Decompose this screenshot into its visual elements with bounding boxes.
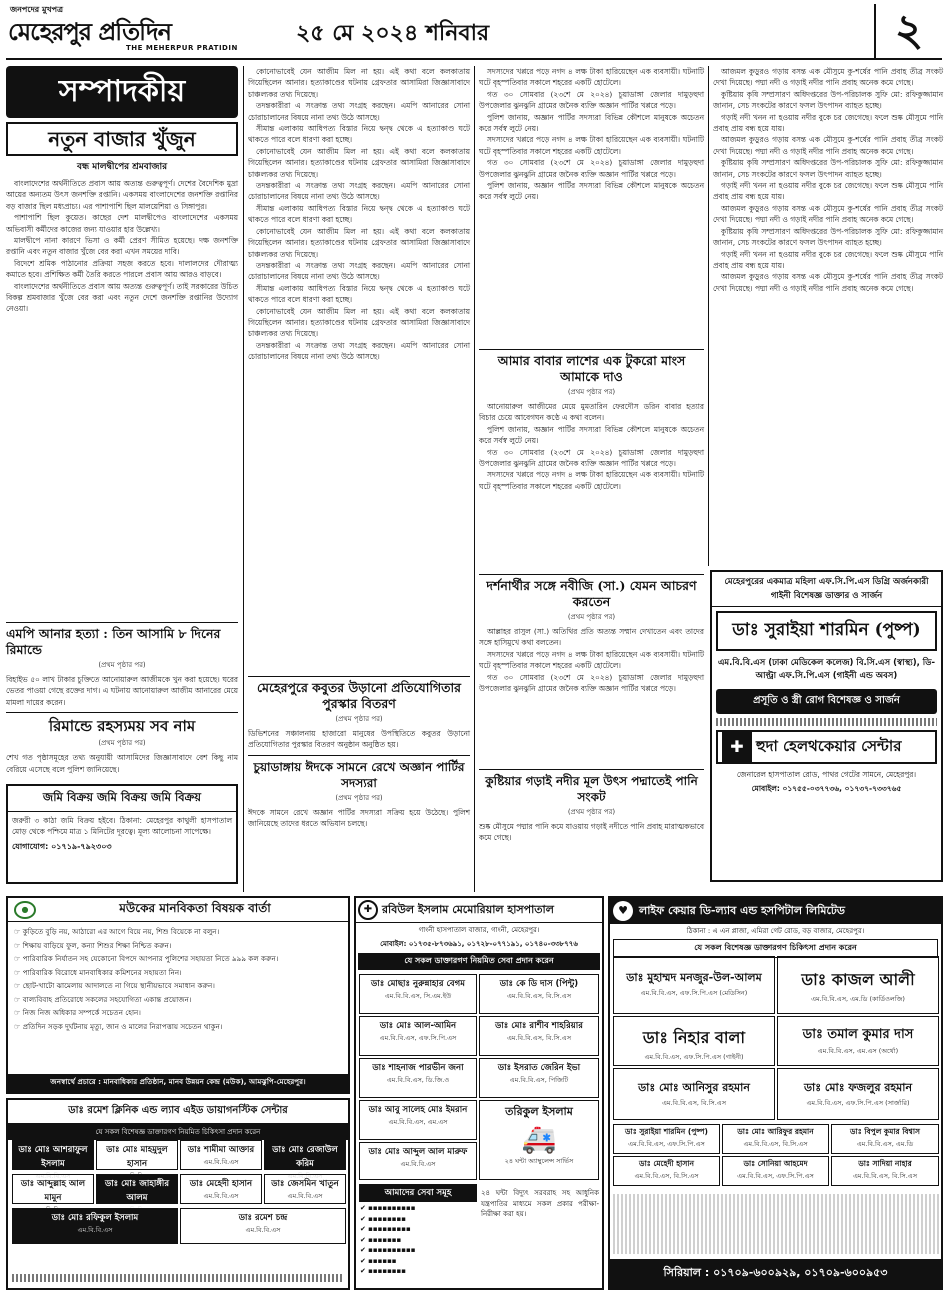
ambulance-contact-name: তরিকুল ইসলাম <box>505 1105 573 1118</box>
news-body <box>248 66 470 363</box>
land-sale-contact: যোগাযোগ: ০১৭১৯-৭৯২৩০৩ <box>12 841 112 851</box>
doctor-specialty: প্রসূতি ও স্ত্রী রোগ বিশেষজ্ঞ ও সার্জন <box>716 689 937 714</box>
list-item-text: নিজ নিজ অধিকার সম্পর্কে সচেতন হোন। <box>22 1008 141 1017</box>
ad-header <box>356 898 602 923</box>
doctor-name: ডাঃ সাদিয়া নাহার <box>858 1159 912 1168</box>
newspaper-logo-english: THE MEHERPUR PRATIDIN <box>126 44 238 52</box>
doctor-name: ডাঃ শাহনাজ পারভীন জনা <box>372 1063 464 1073</box>
list-item-text: পারিবারিক বিরোধে মানবাধিকার কমিশনের সহায়তা নিন। <box>22 967 182 977</box>
paragraph: কোনোভাবেই যেন আজীম মিল না হয়। এই কথা বলে কলকাতায় গিয়েছিলেন আনার। হত্যাকাণ্ডের ঘটনায় গ্রেফতার আসামিরা জিজ্ঞাসাবাদে চাঞ্চল্যকর তথ্য দিয়েছে। <box>248 146 470 179</box>
service-item: ✔ ▪▪▪▪▪▪▪▪ <box>360 1214 407 1223</box>
list-item-text: শিক্ষায় বাড়িয়ে ফুল, কন্যা শিশুর শিক্ষা নিশ্চিত করুন। <box>22 940 172 950</box>
doctor-card <box>12 1140 94 1180</box>
paragraph: কুষ্টিয়ায় কৃষি সম্প্রসারণ অধিদপ্তরের উপ-পরিচালক সুফি মো: রফিকুজ্জামান জানান, সেচ সংকটের কারণে ফসল উৎপাদন ব্যাহত হচ্ছে। <box>713 158 943 179</box>
doctor-degree: এম.বি.বি.এস, বি.সি.এস <box>661 1099 727 1107</box>
ad-pattern-divider <box>12 1274 344 1282</box>
human-rights-ad <box>6 896 350 1094</box>
hospital-phone: মোবাইল: ০১৭৩৫-৮৭৩৬৯১, ০১৭২৮-০৭৭১৯১, ০১৭৪০-৩৩৮৭৭৬ <box>380 940 578 948</box>
doctor-degree: এম.বি.বি.এস <box>203 1158 239 1166</box>
paragraph: গড়াই নদী খনন না হওয়ায় নদীর বুকে চর জেগেছে। ফলে শুষ্ক মৌসুমে পানি প্রবাহ প্রায় বন্ধ হয়ে যায়। <box>713 181 943 202</box>
paragraph: সদস্যদের খপ্পরে পড়ে নগদ ৪ লক্ষ টাকা হারিয়েছেন এক ব্যবসায়ী। ঘটনাটি ঘটে বৃহস্পতিবার সকালে শহরের একটি হোটেলে। <box>479 649 704 671</box>
paragraph: কোনোভাবেই যেন আজীম মিল না হয়। এই কথা বলে কলকাতায় গিয়েছিলেন আনার। হত্যাকাণ্ডের ঘটনায় গ্রেফতার আসামিরা জিজ্ঞাসাবাদে চাঞ্চল্যকর তথ্য দিয়েছে। <box>248 226 470 259</box>
doctor-degree: এম.বি.বি.এস, বি.সি.এস <box>852 1172 918 1180</box>
doctor-degree: এম.বি.বি.এস, বি.সি.এস <box>506 992 572 1000</box>
doctor-degree: এম.বি.বি.এস <box>203 1192 239 1200</box>
doctor-degree: এম.বি.বি.এস, এফ.সি.পি.এস <box>628 1140 705 1148</box>
paragraph: সদস্যদের খপ্পরে পড়ে নগদ ৪ লক্ষ টাকা হারিয়েছেন এক ব্যবসায়ী। ঘটনাটি ঘটে বৃহস্পতিবার সকালে শহরের একটি হোটেলে। <box>479 135 704 156</box>
news-headline: আমার বাবার লাশের এক টুকরো মাংস আমাকে দাও <box>497 353 686 384</box>
news-body <box>479 66 704 346</box>
news-headline: এমপি আনার হত্যা : তিন আসামি ৮ দিনের রিমান্ডে <box>6 626 221 657</box>
ad-header <box>8 898 348 922</box>
news-continued-note: (প্রথম পৃষ্ঠার পর) <box>567 808 616 816</box>
ambulance-icon: 🚑 <box>521 1122 557 1155</box>
paragraph: আজমল কুড়ুরও গড়ায় বসন্ত এক মৌসুমে কু-শর্ষের পানি প্রবাহ তীব্র সংকট দেখা দিয়েছে। পদ্মা নদী ও গড়াই নদীর পানি প্রবাহ অনেক কমে গেছে। <box>713 272 943 293</box>
column-2-news <box>248 676 470 892</box>
list-item: ☞ নিজ নিজ অধিকার সম্পর্কে সচেতন হোন। <box>14 1008 141 1017</box>
doctor-card <box>479 1016 599 1056</box>
doctor-card <box>722 1124 829 1154</box>
news-body: ডিভিশনের সঞ্চালনায় হাজারো মানুষের উপস্থিতিতে কবুতর উড়ানো প্রতিযোগিতার পুরস্কার বিতরণ অনুষ্ঠান অনুষ্ঠিত হয়। <box>248 729 470 750</box>
doctor-degree: এম.বি.বি.এস, এম.ডি (কার্ডিওলজি) <box>811 995 905 1003</box>
doctor-card <box>613 1124 720 1154</box>
paragraph: তদন্তকারীরা এ সংক্রান্ত তথ্য সংগ্রহ করছেন। এমপি আনারের সোনা চোরাচালানের বিষয়ে নানা তথ্য উঠে আসছে। <box>248 101 470 122</box>
news-headline: চুয়াডাঙ্গায় ঈদকে সামনে রেখে অজ্ঞান পার্টির সদস্যরা <box>253 759 465 790</box>
doctor-degree: এম.বি.বি.এস, সি.এম.ইউ <box>384 992 452 1000</box>
doctor-name: ডাঃ মোঃ আশরাফুল ইসলাম <box>18 1145 88 1169</box>
news-continued-note: (প্রথম পৃষ্ঠার পর) <box>567 613 616 621</box>
ad-title: মেহেরপুরের একমাত্র মহিলা এফ.সি.পি.এস ডিগ্রি অর্জনকারী গাইনী বিশেষজ্ঞ ডাক্তার ও সার্জন <box>712 572 941 607</box>
ad-title: ডাঃ রমেশ ক্লিনিক এন্ড ল্যাব এইড ডায়াগনস্টিক সেন্টার <box>8 1100 348 1124</box>
paragraph: গত ৩০ সোমবার (২৩শে মে ২০২৪) চুয়াডাঙ্গা জেলার দামুড়হুদা উপজেলার ঝুনঝুনি গ্রামের জনৈক ব্যক্তি অজ্ঞান পার্টির খপ্পরে পড়ে। <box>479 158 704 179</box>
doctor-degree: এম.বি.বি.এস <box>287 1172 323 1180</box>
hospital-logo-icon: ♥ <box>613 901 633 921</box>
service-item: ✔ ▪▪▪▪▪▪▪▪▪▪ <box>360 1246 416 1254</box>
doctor-card <box>96 1140 178 1170</box>
hospital-address: গাংনী হাসপাতাল বাজার, গাংনী, মেহেরপুর। <box>418 926 540 934</box>
paragraph: তদন্তকারীরা এ সংক্রান্ত তথ্য সংগ্রহ করছেন। এমপি আনারের সোনা চোরাচালানের বিষয়ে নানা তথ্য উঠে আসছে। <box>248 181 470 202</box>
masthead <box>6 4 942 60</box>
ad-title: লাইফ কেয়ার ডি-ল্যাব এন্ড হসপিটাল লিমিটেড <box>639 903 845 917</box>
doctor-degree: এম.বি.বি.এস <box>77 1226 113 1234</box>
doctor-card <box>722 1156 829 1186</box>
doctor-card <box>96 1174 178 1204</box>
doctor-name: ডাঃ রমেশ চন্দ্র <box>238 1213 288 1223</box>
doctor-degree: এম.বি.বি.এস, এফ.সি.পি.এস (গাইনী) <box>644 1053 744 1061</box>
land-sale-title: জমি বিক্রয় জমি বিক্রয় জমি বিক্রয় <box>8 786 236 812</box>
list-item: ☞ বাল্যবিবাহ প্রতিরোধে সকলের সহযোগিতা একান্ত প্রয়োজন। <box>14 994 192 1004</box>
doctor-card <box>359 1016 477 1056</box>
news-continued-note: (প্রথম পৃষ্ঠার পর) <box>98 661 146 669</box>
paragraph: বাংলাদেশের অর্থনীতিতে প্রবাস আয় অত্যন্ত গুরুত্বপূর্ণ। দেশের বৈদেশিক মুদ্রা আয়ের অন্যতম উৎস জনশক্তি রপ্তানি। একসময় বাংলাদেশের জনশক্তি রপ্তানির বড় বাজার ছিল মধ্যপ্রাচ্য। এর পাশাপাশি ছিল মালয়েশিয়া ও সিঙ্গাপুর। <box>6 179 238 211</box>
list-item: ☞ ছোট-খাটো ঝামেলায় আদালতে না গিয়ে স্থানীয়ভাবে সমাধান করুন। <box>14 981 215 990</box>
doctor-degree: এম.বি.বি.এস, এম.ডি <box>856 1140 914 1148</box>
ad-pattern-block <box>613 1194 939 1254</box>
doctor-name: ডাঃ আবু সালেহ মোঃ ইমরান <box>368 1105 468 1115</box>
list-item-text: ছোট-খাটো ঝামেলায় আদালতে না গিয়ে স্থানীয়ভাবে সমাধান করুন। <box>22 981 215 990</box>
news-headline: মেহেরপুরে কবুতর উড়ানো প্রতিযোগিতার পুরস্কার বিতরণ <box>256 680 462 711</box>
paragraph: কোনোভাবেই যেন আজীম মিল না হয়। এই কথা বলে কলকাতায় গিয়েছিলেন আনার। হত্যাকাণ্ডের ঘটনায় গ্রেফতার আসামিরা জিজ্ঞাসাবাদে চাঞ্চল্যকর তথ্য দিয়েছে। <box>248 306 470 339</box>
center-logo-box <box>716 730 937 764</box>
doctor-card <box>264 1140 346 1180</box>
paragraph: কুষ্টিয়ায় কৃষি সম্প্রসারণ অধিদপ্তরের উপ-পরিচালক সুফি মো: রফিকুজ্জামান জানান, সেচ সংকটের কারণে ফসল উৎপাদন ব্যাহত হচ্ছে। <box>713 89 943 111</box>
services-heading: আমাদের সেবা সমূহ <box>359 1184 477 1202</box>
column-3 <box>479 66 704 892</box>
doctor-name: ডাঃ ইসরাত জেরিন ইভা <box>497 1063 581 1073</box>
center-name: হুদা হেলথকেয়ার সেন্টার <box>756 736 902 755</box>
doctor-name: ডাঃ মোঃ রেজাউল করিম <box>272 1145 338 1169</box>
list-item-text: বাল্যবিবাহ প্রতিরোধে সকলের সহযোগিতা একান্ত প্রয়োজন। <box>22 994 192 1004</box>
column-rule <box>243 66 244 892</box>
doctor-card <box>180 1208 346 1244</box>
doctor-name: ডাঃ মোঃ মাহমুদুল হাসান <box>106 1145 168 1169</box>
paragraph: সদস্যদের খপ্পরে পড়ে নগদ ৪ লক্ষ টাকা হারিয়েছেন এক ব্যবসায়ী। ঘটনাটি ঘটে বৃহস্পতিবার সকালে শহরের একটি হোটেলে। <box>479 67 704 88</box>
paragraph: বাংলাদেশের অর্থনীতিতে প্রবাস আয় অত্যন্ত গুরুত্বপূর্ণ। তাই সরকারের উচিত বিকল্প শ্রমবাজার খুঁজে বের করা এবং নতুন দেশে জনশক্তি রপ্তানির উদ্যোগ নেওয়া। <box>6 281 238 314</box>
services-list <box>359 1202 477 1286</box>
doctor-degree: এম.বি.বি.এস, পিজিটি <box>509 1076 569 1084</box>
ad-footer: জনস্বার্থে প্রচারে : মানবাধিকার প্রতিষ্ঠান, মানব উন্নয়ন কেন্দ্র (মউক), আমঝুপি-মেহেরপুর। <box>8 1074 348 1092</box>
doctor-name: ডাঃ নিহার বালা <box>642 1028 746 1047</box>
paragraph: বিদেশে শ্রমিক পাঠানোর প্রক্রিয়া সহজ করতে হবে। দালালদের দৌরাত্ম্য কমাতে হবে। প্রশিক্ষিত কর্মী তৈরি করতে পারলে প্রবাস আয় আরও বাড়বে। <box>6 258 238 280</box>
doctor-name: ডাঃ মুহাম্মদ মনজুর-উল-আলম <box>626 971 762 984</box>
doctor-name: ডাঃ মেহেদী হাসান <box>189 1179 253 1189</box>
doctor-name: ডাঃ মোঃ আব্দুল আল মারুফ <box>368 1147 468 1157</box>
paragraph: মালদ্বীপে নানা কারণে ভিসা ও কর্মী প্রেরণ সীমিত হয়েছে। দক্ষ জনশক্তি রপ্তানি এবং নতুন বাজার খুঁজে বের করা এখন সময়ের দাবি। <box>6 236 238 257</box>
doctor-card <box>777 956 939 1014</box>
editorial-subhead: বন্ধ মালদ্বীপের শ্রমবাজার <box>76 162 168 172</box>
hospital-logo-icon: ✚ <box>358 900 378 920</box>
serial-phone: সিরিয়াল : ০১৭০৯-৬০০৯২৯, ০১৭০৯-৬০০৯৫৩ <box>610 1259 941 1288</box>
editorial-article <box>6 122 238 618</box>
news-headline: কুষ্টিয়ার গড়াই নদীর মূল উৎস পদ্মাতেই পানি সংকট <box>485 774 698 804</box>
doctor-card <box>777 1016 939 1066</box>
news-body <box>479 626 704 766</box>
doctor-degree: এম.বি.বি.এস, এফ.সি.পি.এস <box>379 1034 457 1042</box>
doctor-card <box>613 1156 720 1186</box>
page-number: ২ <box>874 4 942 58</box>
paragraph: পুলিশ জানায়, অজ্ঞান পার্টির সদস্যরা বিভিন্ন কৌশলে মানুষকে অচেতন করে সর্বস্ব লুটে নেয়। <box>479 424 704 446</box>
service-item: ✔ ▪▪▪▪▪▪▪ <box>360 1235 402 1244</box>
newspaper-logo: মেহেরপুর প্রতিদিন <box>8 17 171 46</box>
paragraph: সীমান্ত এলাকায় আধিপত্য বিস্তার নিয়ে দ্বন্দ্ব থেকে এ হত্যাকাণ্ড ঘটে থাকতে পারে বলে ধারণা করা হচ্ছে। <box>248 203 470 225</box>
issue-date: ২৫ মে ২০২৪ শনিবার <box>296 20 490 46</box>
center-address: জেনারেল হাসপাতাল রোড, পাথর গেটের সামনে, মেহেরপুর। <box>736 770 917 779</box>
paragraph: পাশাপাশি ছিল কুয়েত। কাছের দেশ মালদ্বীপেও বাংলাদেশের একসময় অভিবাসী কর্মীদের কাজের জন্য যাওয়ার হার উল্লেখ্য। <box>6 213 238 234</box>
paragraph: তদন্তকারীরা এ সংক্রান্ত তথ্য সংগ্রহ করছেন। এমপি আনারের সোনা চোরাচালানের বিষয়ে নানা তথ্য উঠে আসছে। <box>248 340 470 362</box>
masthead-brand <box>6 4 246 58</box>
list-item: ☞ শিক্ষায় বাড়িয়ে ফুল, কন্যা শিশুর শিক্ষা নিশ্চিত করুন। <box>14 940 172 950</box>
doctor-name: ডাঃ মেহেদী হাসান <box>639 1159 694 1168</box>
column-4 <box>713 66 943 566</box>
center-phone: মোবাইল: ০১৭৫৫-০৩৭৭৩৬, ০১৭৩৭-৭৩৩৭৬৫ <box>751 784 902 793</box>
hospital-address: ঠিকানা : এ এন প্লাজা, এমিরা গেট রোড, বড় বাজার, মেহেরপুর। <box>686 927 865 935</box>
paragraph: সীমান্ত এলাকায় আধিপত্য বিস্তার নিয়ে দ্বন্দ্ব থেকে এ হত্যাকাণ্ড ঘটে থাকতে পারে বলে ধারণা করা হচ্ছে। <box>248 283 470 305</box>
paragraph: আজমল কুড়ুরও গড়ায় বসন্ত এক মৌসুমে কু-শর্ষের পানি প্রবাহ তীব্র সংকট দেখা দিয়েছে। পদ্মা নদী ও গড়াই নদীর পানি প্রবাহ অনেক কমে গেছে। <box>713 135 943 156</box>
paragraph: গত ৩০ সোমবার (২৩শে মে ২০২৪) চুয়াডাঙ্গা জেলার দামুড়হুদা উপজেলার ঝুনঝুনি গ্রামের জনৈক ব্যক্তি অজ্ঞান পার্টির খপ্পরে পড়ে। <box>479 89 704 111</box>
list-item-text: প্রতিদিন সড়ক দুর্ঘটনায় মৃত্যু, জান ও মালের নিরাপত্তায় সচেতন থাকুন। <box>22 1021 223 1031</box>
news-headline: রিমান্ডে রহস্যময় সব নাম <box>48 717 196 736</box>
editorial-headline-box <box>6 122 238 156</box>
doctor-degree: এম.বি.বি.এস <box>35 1172 71 1180</box>
doctor-degree: এম.বি.বি.এস, এফ.সি.পি.এস <box>737 1172 814 1180</box>
news-continued-note: (প্রথম পৃষ্ঠার পর) <box>335 715 383 723</box>
ambulance-card <box>479 1100 599 1180</box>
doctor-degree: এম.বি.বি.এস, এম.এস <box>388 1118 448 1126</box>
editorial-body <box>6 178 238 315</box>
doctor-card <box>359 1058 477 1098</box>
column-rule <box>474 66 475 892</box>
service-item: ✔ ▪▪▪▪▪▪▪▪▪ <box>360 1225 411 1233</box>
doctor-card <box>613 956 775 1014</box>
doctor-card <box>777 1068 939 1120</box>
doctor-card <box>180 1174 262 1204</box>
doctor-name: ডাঃ বিপুল কুমার বিশ্বাস <box>850 1127 920 1136</box>
list-item: ☞ পারিবারিক নির্যাতন সহ যেকোনো বিপদে আপনার পুলিশের সহায়তা নিতে ৯৯৯ কল করুন। <box>14 954 279 963</box>
paragraph: গড়াই নদী খনন না হওয়ায় নদীর বুকে চর জেগেছে। ফলে শুষ্ক মৌসুমে পানি প্রবাহ প্রায় বন্ধ হয়ে যায়। <box>713 249 943 270</box>
news-continued-note: (প্রথম পৃষ্ঠার পর) <box>98 739 146 748</box>
doctor-card <box>479 1058 599 1098</box>
doctor-card <box>831 1156 939 1186</box>
news-body: শেখ গত পৃষ্ঠাসমূহের তথ্য অনুযায়ী আসামিদের জিজ্ঞাসাবাদে বেশ কিছু নাম বেরিয়ে এসেছে বলে পুলিশ জানিয়েছে। <box>6 753 238 774</box>
doctor-degrees: এম.বি.বি.এস (ঢাকা মেডিকেল কলেজ) বি.সি.এস (স্বাস্থ্য), ডি-আল্ট্রা এফ.সি.পি.এস (গাইনী এন্ড অবস) <box>717 658 936 681</box>
news-body: বিহাইভ ৫০ লাখ টাকার চুক্তিতে আনোয়ারুল আজীমকে খুন করা হয়েছে। ঘরের ভেতর পাওয়া গেছে রক্তের দাগ। এ ঘটনায় আনোয়ারুল আজীম আনারের মেয়ে মামলা দায়ের করেন। <box>6 675 238 707</box>
doctor-degree: এম.বি.বি.এস <box>245 1226 281 1234</box>
message-list <box>8 922 348 1036</box>
paragraph: কুষ্টিয়ায় কৃষি সম্প্রসারণ অধিদপ্তরের উপ-পরিচালক সুফি মো: রফিকুজ্জামান জানান, সেচ সংকটের কারণে ফসল উৎপাদন ব্যাহত হচ্ছে। <box>713 226 943 248</box>
doctor-card <box>180 1140 262 1170</box>
doctor-name: ডাঃ মোঃ জাহাঙ্গীর আলম <box>104 1179 170 1203</box>
doctor-name: ডাঃ সোনিয়া আহমেদ <box>743 1159 808 1168</box>
doctor-name: ডাঃ মোঃ আনিসুর রহমান <box>638 1081 750 1094</box>
rabiul-hospital-ad <box>354 896 604 1290</box>
doctor-name: ডাঃ মোঃ আরিফুর রহমান <box>737 1127 814 1136</box>
paragraph: গড়াই নদী খনন না হওয়ায় নদীর বুকে চর জেগেছে। ফলে শুষ্ক মৌসুমে পানি প্রবাহ প্রায় বন্ধ হয়ে যায়। <box>713 112 943 134</box>
doctor-name: ডাঃ মোঃ রফিকুল ইসলাম <box>51 1213 139 1223</box>
doctor-degree: এম.বি.বি.এস <box>400 1160 436 1168</box>
land-sale-ad <box>6 784 238 884</box>
doctor-degree: এম.বি.বি.এস, বি.সি.এস <box>506 1034 572 1042</box>
doctor-card <box>831 1124 939 1154</box>
paragraph: পুলিশ জানায়, অজ্ঞান পার্টির সদস্যরা বিভিন্ন কৌশলে মানুষকে অচেতন করে সর্বস্ব লুটে নেয়। <box>479 181 704 202</box>
organization-logo-icon: ● <box>14 901 36 919</box>
paragraph: আল্লাহর রাসুল (সা.) অতিথির প্রতি অত্যন্ত সম্মান দেখাতেন এবং তাদের সঙ্গে হাসিমুখে কথা বলতেন। <box>479 627 704 648</box>
doctor-card <box>613 1068 775 1120</box>
paragraph: পুলিশ জানায়, অজ্ঞান পার্টির সদস্যরা বিভিন্ন কৌশলে মানুষকে অচেতন করে সর্বস্ব লুটে নেয়। <box>479 112 704 134</box>
doctor-degree: এম.বি.বি.এস, এফ.সি.পি.এস (সার্জারি) <box>806 1099 910 1107</box>
editorial-headline: নতুন বাজার খুঁজুন <box>48 127 196 151</box>
doctor-name: ডাঃ সুরাইয়া শারমিন (পুষ্প) <box>625 1127 708 1136</box>
news-body <box>713 66 943 294</box>
ad-header <box>610 898 941 924</box>
paragraph: আনোয়ারুল আজীমের মেয়ে মুমতারিন ফেরদৌস ডরিন বাবার হত্যার বিচার চেয়ে আবেগঘন কণ্ঠে এ কথা বলেন। <box>479 402 704 423</box>
doctor-degree: এম.বি.বি.এস <box>287 1192 323 1200</box>
list-item: ☞ পারিবারিক বিরোধে মানবাধিকার কমিশনের সহায়তা নিন। <box>14 967 182 977</box>
ambulance-service-label: ২৪ ঘন্টা অ্যাম্বুলেন্স সার্ভিস <box>504 1157 574 1165</box>
doctor-card <box>613 1016 775 1066</box>
news-body: ঈদকে সামনে রেখে অজ্ঞান পার্টির সদস্যরা সক্রিয় হয়ে উঠেছে। পুলিশ জানিয়েছে তাদের ধরতে অভিযান চলছে। <box>248 807 470 829</box>
paragraph: কোনোভাবেই যেন আজীম মিল না হয়। এই কথা বলে কলকাতায় গিয়েছিলেন আনার। হত্যাকাণ্ডের ঘটনায় গ্রেফতার আসামিরা জিজ্ঞাসাবাদে চাঞ্চল্যকর তথ্য দিয়েছে। <box>248 67 470 99</box>
ramesh-clinic-ad <box>6 1098 350 1290</box>
news-headline: দর্শনার্থীর সঙ্গে নবীজি (সা.) যেমন আচরণ করতেন <box>486 578 697 609</box>
doctor-degree: এম.বি.বি.এস, বি.সি.এস <box>634 1172 699 1180</box>
ad-title: রবিউল ইসলাম মেমোরিয়াল হাসপাতাল <box>382 902 554 916</box>
news-body <box>479 401 704 571</box>
doctor-card <box>12 1208 178 1244</box>
lifecare-hospital-ad <box>608 896 943 1290</box>
section-heading: যে সকল ডাক্তারগণ নিয়মিত সেবা প্রদান করেন <box>358 953 600 970</box>
service-item: ✔ ▪▪▪▪▪▪▪▪▪▪ <box>360 1204 416 1212</box>
paragraph: সদস্যদের খপ্পরে পড়ে নগদ ৪ লক্ষ টাকা হারিয়েছেন এক ব্যবসায়ী। ঘটনাটি ঘটে বৃহস্পতিবার সকালে শহরের একটি হোটেলে। <box>479 470 704 491</box>
doctor-name: ডাঃ জেসমিন খাতুন <box>271 1179 339 1189</box>
news-continued-note: (প্রথম পৃষ্ঠার পর) <box>567 388 616 396</box>
land-sale-body: জরুরী ৩ কাঠা জমি বিক্রয় হইবে। ঠিকানা: মেহেরপুর কাথুলী হাসপাতাল মোড় থেকে পশ্চিমে মাত্র ১ মিনিটের দূরত্বে। মূল্য আলোচনা সাপেক্ষে। <box>12 816 232 837</box>
editorial-label: সম্পাদকীয় <box>6 66 238 118</box>
doctor-card <box>359 974 477 1014</box>
services-note: ২৪ ঘন্টা বিদ্যুৎ সরবরাহ সহ আধুনিক যন্ত্রপাতির মাধ্যমে সকল প্রকার পরীক্ষা-নিরীক্ষা করা হয়। <box>481 1189 599 1218</box>
doctor-card <box>479 974 599 1014</box>
doctor-name: ডাঃ কে ডি দাস (পিন্টু) <box>499 979 579 989</box>
doctor-name: ডাঃ মোছাঃ নুরুন্নাহার বেগম <box>371 979 465 989</box>
doctor-name: ডাঃ শামীমা আক্তার <box>187 1145 255 1155</box>
ad-pattern-divider <box>716 718 937 726</box>
paragraph: গত ৩০ সোমবার (২৩শে মে ২০২৪) চুয়াডাঙ্গা জেলার দামুড়হুদা উপজেলার ঝুনঝুনি গ্রামের জনৈক ব্যক্তি অজ্ঞান পার্টির খপ্পরে পড়ে। <box>479 672 704 694</box>
doctor-ad-sharmin <box>710 570 943 882</box>
news-body: শুষ্ক মৌসুমে পদ্মার পানি কমে যাওয়ায় গড়াই নদীতে পানি প্রবাহ মারাত্মকভাবে কমে গেছে। <box>479 822 704 843</box>
doctor-degree: এম.বি.বি.এস, এফ.সি.পি.এস (মেডিসিন) <box>640 989 748 997</box>
paragraph: তদন্তকারীরা এ সংক্রান্ত তথ্য সংগ্রহ করছেন। এমপি আনারের সোনা চোরাচালানের বিষয়ে নানা তথ্য উঠে আসছে। <box>248 260 470 282</box>
doctor-name: ডাঃ মোঃ ফজলুর রহমান <box>803 1081 913 1094</box>
list-item: ☞ প্রতিদিন সড়ক দুর্ঘটনায় মৃত্যু, জান ও মালের নিরাপত্তায় সচেতন থাকুন। <box>14 1021 223 1031</box>
paragraph: সীমান্ত এলাকায় আধিপত্য বিস্তার নিয়ে দ্বন্দ্ব থেকে এ হত্যাকাণ্ড ঘটে থাকতে পারে বলে ধারণা করা হচ্ছে। <box>248 124 470 145</box>
doctor-name: ডাঃ তমাল কুমার দাস <box>802 1027 914 1042</box>
doctor-card <box>359 1100 477 1140</box>
paragraph: গত ৩০ সোমবার (২৩শে মে ২০২৪) চুয়াডাঙ্গা জেলার দামুড়হুদা উপজেলার ঝুনঝুনি গ্রামের জনৈক ব্যক্তি অজ্ঞান পার্টির খপ্পরে পড়ে। <box>479 447 704 469</box>
list-item-text: কুড়িতে বুড়ি নয়, আঠারো এর আগে বিয়ে নয়, শিশু বিয়েকে না বলুন। <box>22 927 220 936</box>
ad-title: মউকের মানবিকতা বিষয়ক বার্তা <box>119 900 271 915</box>
doctor-degree: এম.বি.বি.এস, বি.সি.এস <box>743 1140 808 1148</box>
ad-subtitle: যে সকল বিশেষজ্ঞ ডাক্তারগণ নিয়মিত চিকিৎসা প্রদান করেন <box>8 1124 348 1140</box>
doctor-name: ডাঃ মোঃ রাশীব শাহরিয়ার <box>495 1021 583 1031</box>
doctor-name: ডাঃ সুরাইয়া শারমিন (পুষ্প) <box>716 611 937 651</box>
doctor-card <box>264 1174 346 1204</box>
section-heading: যে সকল বিশেষজ্ঞ ডাক্তারগণ চিকিৎসা প্রদান করেন <box>613 939 938 958</box>
paragraph: আজমল কুড়ুরও গড়ায় বসন্ত এক মৌসুমে কু-শর্ষের পানি প্রবাহ তীব্র সংকট দেখা দিয়েছে। পদ্মা নদী ও গড়াই নদীর পানি প্রবাহ অনেক কমে গেছে। <box>713 203 943 225</box>
news-continued-note: (প্রথম পৃষ্ঠার পর) <box>335 793 383 802</box>
column-rule <box>708 66 709 566</box>
service-item: ✔ ▪▪▪▪▪▪▪▪ <box>360 1267 407 1275</box>
doctor-card <box>12 1174 94 1204</box>
doctor-degree: এম.বি.বি.এস, ডি.জি.ও <box>386 1076 450 1084</box>
paragraph: আজমল কুড়ুরও গড়ায় বসন্ত এক মৌসুমে কু-শর্ষের পানি প্রবাহ তীব্র সংকট দেখা দিয়েছে। পদ্মা নদী ও গড়াই নদীর পানি প্রবাহ অনেক কমে গেছে। <box>713 67 943 88</box>
left-news-stack <box>6 622 238 782</box>
doctor-name: ডাঃ মোঃ আল-আমিন <box>379 1021 457 1031</box>
doctor-degree: এম.বি.বি.এস, এম.এস (অর্থো) <box>817 1047 899 1055</box>
hospital-logo-icon: ✚ <box>722 732 752 762</box>
doctor-card <box>359 1142 477 1180</box>
doctor-name: ডাঃ আব্দুল্লাহ আল মামুন <box>20 1179 86 1203</box>
masthead-slogan: জনপদের মুখপত্র <box>10 5 63 14</box>
list-item: ☞ কুড়িতে বুড়ি নয়, আঠারো এর আগে বিয়ে নয়, শিশু বিয়েকে না বলুন। <box>14 927 220 936</box>
doctor-name: ডাঃ কাজল আলী <box>801 970 915 989</box>
list-item-text: পারিবারিক নির্যাতন সহ যেকোনো বিপদে আপনার পুলিশের সহায়তা নিতে ৯৯৯ কল করুন। <box>22 954 279 963</box>
service-item: ✔ ▪▪▪▪▪▪ <box>360 1256 397 1265</box>
